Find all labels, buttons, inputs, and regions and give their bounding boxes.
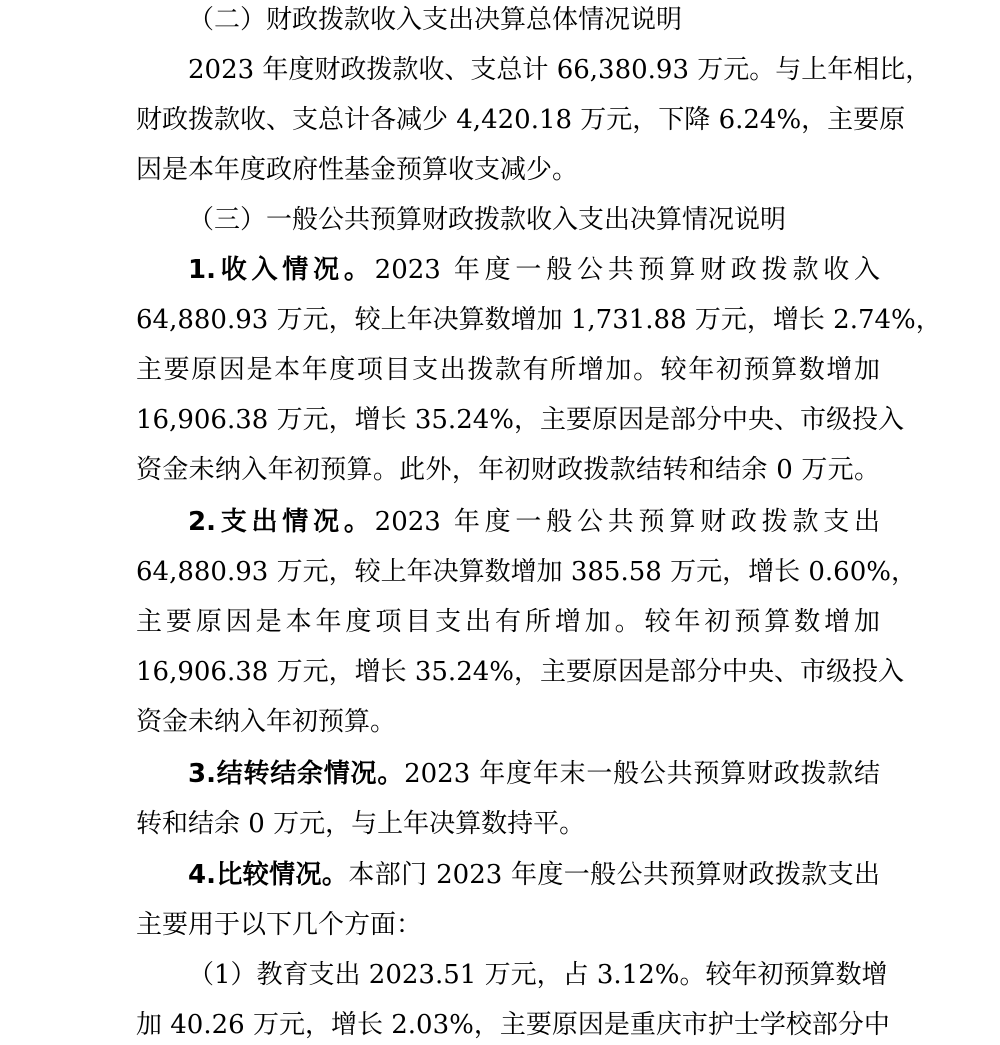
item4-first-line	[188, 855, 880, 895]
item4-label: 4.比较情况。	[188, 860, 349, 890]
item3-label: 3.结转结余情况。	[188, 759, 405, 789]
paragraph-line: 16,906.38 万元，增长 35.24%，主要原因是部分中央、市级投入	[136, 657, 904, 687]
paragraph-line: 主要用于以下几个方面：	[136, 910, 423, 940]
paragraph-line: 转和结余 0 万元，与上年决算数持平。	[136, 809, 586, 839]
item3-first-line-text: 2023 年度年末一般公共预算财政拨款结	[404, 759, 881, 789]
sub1-first-line: （1）教育支出 2023.51 万元，占 3.12%。较年初预算数增	[188, 960, 888, 990]
item4-first-line-text: 本部门 2023 年度一般公共预算财政拨款支出	[348, 860, 881, 890]
paragraph-line: 资金未纳入年初预算。此外，年初财政拨款结转和结余 0 万元。	[136, 455, 880, 485]
paragraph-line: 资金未纳入年初预算。	[136, 707, 397, 737]
item2-first-line-text: 2023 年度一般公共预算财政拨款支出	[374, 507, 881, 537]
paragraph-line: 财政拨款收、支总计各减少 4,420.18 万元，下降 6.24%，主要原	[136, 105, 906, 135]
section-heading-2: （二）财政拨款收入支出决算总体情况说明	[188, 5, 683, 35]
paragraph-line: 主要原因是本年度项目支出拨款有所增加。较年初预算数增加	[136, 355, 880, 385]
paragraph-line: 主要原因是本年度项目支出有所增加。较年初预算数增加	[136, 607, 880, 637]
paragraph-line: 16,906.38 万元，增长 35.24%，主要原因是部分中央、市级投入	[136, 405, 904, 435]
item1-label: 1.收入情况。	[188, 255, 375, 285]
paragraph-line: 64,880.93 万元，较上年决算数增加 1,731.88 万元，增长 2.74%，	[136, 305, 942, 335]
item3-first-line	[188, 754, 880, 794]
paragraph-line: 64,880.93 万元，较上年决算数增加 385.58 万元，增长 0.60%，	[136, 557, 917, 587]
paragraph-line: 加 40.26 万元，增长 2.03%，主要原因是重庆市护士学校部分中	[136, 1010, 890, 1040]
paragraph-line: 因是本年度政府性基金预算收支减少。	[136, 155, 579, 185]
item2-first-line	[188, 502, 880, 542]
item2-label: 2.支出情况。	[188, 507, 375, 537]
paragraph-line: 2023 年度财政拨款收、支总计 66,380.93 万元。与上年相比，	[188, 55, 932, 85]
section-heading-3: （三）一般公共预算财政拨款收入支出决算情况说明	[188, 205, 787, 235]
item1-first-line-text: 2023 年度一般公共预算财政拨款收入	[374, 255, 881, 285]
item1-first-line	[188, 250, 880, 290]
